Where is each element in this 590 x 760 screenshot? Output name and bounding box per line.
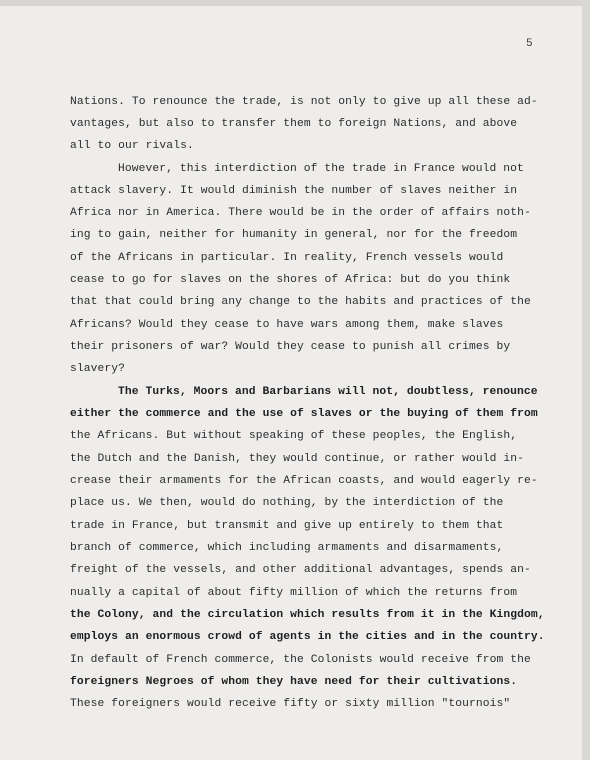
text-line: either the commerce and the use of slaves or the buying of them from (70, 408, 538, 420)
text-line: freight of the vessels, and other additional advantages, spends an- (70, 564, 531, 576)
text-line: ing to gain, neither for humanity in general, nor for the freedom (70, 229, 518, 241)
text-line: attack slavery. It would diminish the number of slaves neither in (70, 185, 518, 197)
text-line: trade in France, but transmit and give up entirely to them that (70, 520, 504, 532)
text-line: their prisoners of war? Would they cease to punish all crimes by (70, 341, 511, 353)
text-line: However, this interdiction of the trade in France would not (118, 163, 524, 175)
text-line: The Turks, Moors and Barbarians will not, doubtless, renounce (118, 386, 538, 398)
text-line: crease their armaments for the African coasts, and would eagerly re- (70, 475, 538, 487)
text-line: Nations. To renounce the trade, is not only to give up all these ad- (70, 96, 538, 108)
text-line: the Colony, and the circulation which results from it in the Kingdom, (70, 609, 545, 621)
page-right-edge (582, 0, 590, 760)
page-number: 5 (526, 38, 533, 50)
text-line: place us. We then, would do nothing, by the interdiction of the (70, 497, 504, 509)
text-line: These foreigners would receive fifty or sixty million "tournois" (70, 698, 511, 710)
text-line: In default of French commerce, the Colonists would receive from the (70, 654, 531, 666)
text-line: vantages, but also to transfer them to foreign Nations, and above (70, 118, 518, 130)
text-line: all to our rivals. (70, 140, 194, 152)
text-line: nually a capital of about fifty million of which the returns from (70, 587, 518, 599)
text-line: Africa nor in America. There would be in the order of affairs noth- (70, 207, 531, 219)
page-top-edge (0, 0, 590, 6)
text-line: cease to go for slaves on the shores of Africa: but do you think (70, 274, 511, 286)
text-line: Africans? Would they cease to have wars among them, make slaves (70, 319, 504, 331)
text-line: the Africans. But without speaking of these peoples, the English, (70, 430, 518, 442)
text-line: slavery? (70, 363, 126, 375)
text-line: of the Africans in particular. In reality, French vessels would (70, 252, 504, 264)
text-line: branch of commerce, which including armaments and disarmaments, (70, 542, 504, 554)
text-line: that that could bring any change to the habits and practices of the (70, 296, 531, 308)
text-line: employs an enormous crowd of agents in the cities and in the country. (70, 631, 545, 643)
text-line: the Dutch and the Danish, they would continue, or rather would in- (70, 453, 525, 465)
text-line: foreigners Negroes of whom they have need for their cultivations. (70, 676, 518, 688)
